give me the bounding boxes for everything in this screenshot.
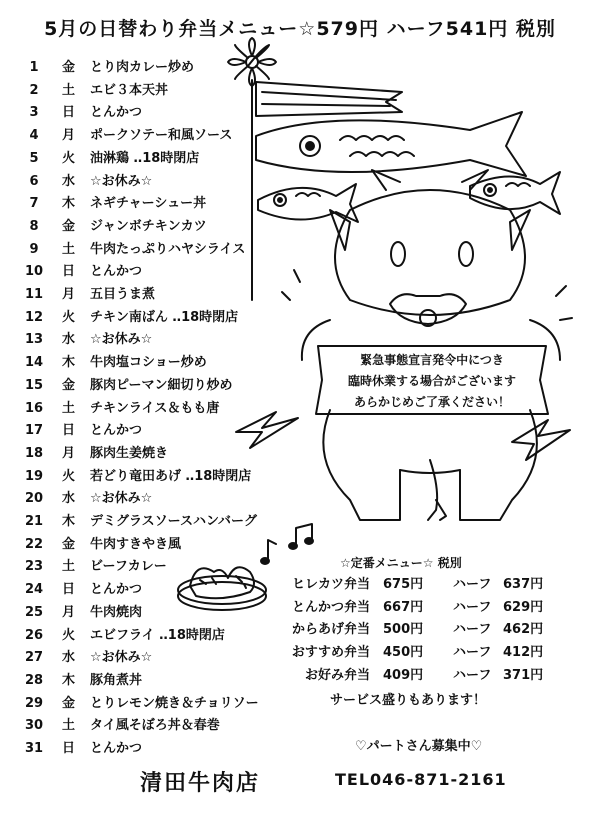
dish-name: 若どり竜田あげ ‥18時閉店 [90, 468, 252, 484]
dish-name: タイ風そぼろ丼＆春巻 [90, 718, 220, 734]
day-number: 14 [24, 355, 44, 371]
day-number: 29 [24, 695, 44, 711]
day-number: 11 [24, 287, 44, 302]
day-of-week: 土 [62, 241, 76, 257]
menu-day-row [20, 534, 350, 556]
dish-name: ビーフカレー [90, 559, 167, 575]
dish-name: とんかつ [90, 105, 143, 121]
day-of-week: 日 [62, 105, 76, 121]
notice-line: 緊急事態宣言発令中につき [360, 353, 504, 367]
day-number: 8 [29, 218, 39, 234]
dish-name: 油淋鶏 ‥18時閉店 [90, 150, 200, 166]
menu-day-row [20, 239, 350, 261]
dish-name: ☆お休み☆ [90, 332, 153, 348]
day-of-week: 金 [62, 218, 76, 234]
bento-price: 675円 [383, 577, 424, 592]
menu-day-row [20, 420, 350, 442]
notice-line: 臨時休業する場合がございます [347, 374, 516, 388]
dish-name: ジャンボチキンカツ [90, 218, 207, 234]
dish-name: とんかつ [90, 741, 143, 756]
day-of-week: 月 [62, 128, 76, 144]
bento-price: 500円 [383, 622, 424, 638]
day-of-week: 日 [62, 423, 76, 439]
day-of-week: 日 [62, 264, 76, 280]
dish-name: ☆お休み☆ [90, 173, 153, 189]
day-of-week: 土 [62, 718, 76, 734]
day-of-week: 月 [62, 445, 76, 461]
day-number: 3 [29, 105, 39, 121]
menu-day-row [20, 375, 350, 397]
half-label: ハーフ [453, 577, 492, 592]
half-price: 371円 [503, 667, 544, 683]
day-of-week: 土 [62, 82, 76, 98]
day-number: 2 [29, 82, 39, 98]
teiban-row [275, 619, 575, 641]
day-number: 30 [24, 718, 44, 734]
menu-day-row [20, 193, 350, 215]
menu-day-row [20, 102, 350, 124]
half-label: ハーフ [453, 645, 492, 661]
bento-price: 409円 [383, 667, 424, 683]
day-number: 4 [29, 128, 39, 144]
day-number: 9 [29, 241, 39, 257]
dish-name: とり肉カレー炒め [90, 60, 195, 75]
dish-name: ネギチャーシュー丼 [90, 196, 207, 212]
dish-name: 豚肉生姜焼き [90, 445, 169, 461]
dish-name: 豚角煮丼 [90, 672, 143, 688]
teiban-header: ☆定番メニュー☆ 税別 [340, 556, 462, 570]
menu-day-row [20, 352, 350, 374]
dish-name: とんかつ [90, 423, 143, 439]
dish-name: チキンライス＆もも唐 [90, 400, 220, 416]
day-of-week: 月 [62, 287, 76, 302]
dish-name: 牛肉たっぷりハヤシライス [90, 241, 246, 257]
menu-day-row [20, 738, 350, 760]
day-number: 23 [24, 559, 44, 575]
day-of-week: 月 [62, 604, 76, 620]
lightning-icon [512, 420, 570, 460]
menu-day-row [20, 466, 350, 488]
half-price: 637円 [503, 577, 544, 592]
half-label: ハーフ [453, 622, 492, 638]
day-of-week: 土 [62, 400, 76, 416]
teiban-row [275, 574, 575, 596]
teiban-row [275, 642, 575, 664]
day-number: 26 [24, 627, 44, 643]
bento-name: とんかつ弁当 [291, 599, 370, 615]
phone-number: TEL046-871-2161 [335, 770, 507, 789]
day-number: 13 [24, 332, 44, 348]
bento-name: からあげ弁当 [291, 622, 370, 638]
menu-day-row [20, 148, 350, 170]
day-of-week: 木 [62, 355, 76, 371]
day-of-week: 木 [62, 514, 76, 529]
day-number: 19 [24, 468, 44, 484]
menu-day-row [20, 125, 350, 147]
menu-day-row [20, 488, 350, 510]
day-number: 18 [24, 445, 44, 461]
day-of-week: 金 [62, 536, 76, 552]
dish-name: デミグラスソースハンバーグ [90, 514, 258, 529]
day-of-week: 金 [62, 60, 76, 75]
carp-streamer-small-right [470, 172, 560, 214]
half-price: 462円 [503, 622, 544, 638]
day-of-week: 木 [62, 672, 76, 688]
bento-name: おすすめ弁当 [291, 645, 370, 661]
half-label: ハーフ [453, 667, 492, 683]
day-number: 31 [24, 741, 44, 756]
dish-name: エビフライ ‥18時閉店 [90, 627, 225, 643]
day-number: 7 [29, 196, 39, 212]
teiban-row [275, 597, 575, 619]
dish-name: とんかつ [90, 582, 143, 598]
day-number: 27 [24, 650, 44, 666]
day-number: 21 [24, 514, 44, 529]
day-of-week: 日 [62, 741, 76, 756]
bento-price: 667円 [383, 599, 424, 615]
shop-name: 清田牛肉店 [140, 771, 261, 796]
menu-day-row [20, 715, 350, 737]
day-of-week: 木 [62, 196, 76, 212]
day-number: 28 [24, 672, 44, 688]
recruit-note: ♡パートさん募集中♡ [355, 739, 483, 754]
day-of-week: 火 [62, 309, 76, 325]
day-number: 1 [29, 60, 39, 75]
day-number: 17 [24, 423, 44, 439]
day-of-week: 日 [62, 582, 76, 598]
menu-day-row [20, 171, 350, 193]
day-of-week: 金 [62, 695, 76, 711]
day-number: 24 [24, 582, 44, 598]
notice-line: あらかじめご了承ください！ [353, 395, 510, 409]
menu-day-row [20, 80, 350, 102]
day-number: 20 [24, 491, 44, 507]
bento-name: ヒレカツ弁当 [291, 577, 370, 592]
menu-day-row [20, 284, 350, 306]
dish-name: エビ３本天丼 [90, 82, 169, 98]
menu-day-row [20, 511, 350, 533]
bento-price: 450円 [383, 645, 424, 661]
day-of-week: 金 [62, 377, 76, 393]
menu-day-row [20, 216, 350, 238]
dish-name: とんかつ [90, 264, 143, 280]
day-number: 6 [29, 173, 39, 189]
service-note: サービス盛りもあります！ [330, 693, 487, 708]
menu-day-row [20, 261, 350, 283]
bento-name: お好み弁当 [304, 667, 370, 683]
menu-day-row [20, 329, 350, 351]
day-of-week: 火 [62, 468, 76, 484]
dish-name: ポークソテー和風ソース [90, 128, 233, 144]
dish-name: 牛肉すきやき風 [90, 536, 182, 552]
menu-day-row [20, 443, 350, 465]
day-number: 22 [24, 536, 44, 552]
menu-day-row [20, 57, 350, 79]
dish-name: とりレモン焼き＆チョリソー [90, 695, 259, 711]
day-of-week: 土 [62, 559, 76, 575]
half-label: ハーフ [453, 599, 492, 615]
menu-day-row [20, 693, 350, 715]
day-number: 15 [24, 377, 44, 393]
teiban-row [275, 665, 575, 687]
menu-day-row [20, 307, 350, 329]
day-of-week: 水 [62, 650, 76, 666]
menu-day-row [20, 398, 350, 420]
half-price: 412円 [503, 645, 544, 661]
page-title: 5月の日替わり弁当メニュー☆579円 ハーフ541円 税別 [44, 18, 556, 40]
day-of-week: 火 [62, 627, 76, 643]
day-of-week: 水 [62, 173, 76, 189]
half-price: 629円 [503, 599, 544, 615]
dish-name: 五目うま煮 [90, 287, 156, 302]
dish-name: ☆お休み☆ [90, 650, 153, 666]
day-of-week: 水 [62, 491, 76, 507]
day-of-week: 火 [62, 150, 76, 166]
day-number: 16 [24, 400, 44, 416]
day-number: 5 [29, 150, 39, 166]
dish-name: 牛肉塩コショー炒め [90, 355, 207, 371]
day-number: 12 [24, 309, 44, 325]
dish-name: チキン南ばん ‥18時閉店 [90, 309, 239, 325]
day-number: 10 [24, 264, 44, 280]
day-number: 25 [24, 604, 44, 620]
day-of-week: 水 [62, 332, 76, 348]
dish-name: 豚肉ピーマン細切り炒め [90, 377, 233, 393]
dish-name: 牛肉焼肉 [90, 604, 143, 620]
dish-name: ☆お休み☆ [90, 491, 153, 507]
